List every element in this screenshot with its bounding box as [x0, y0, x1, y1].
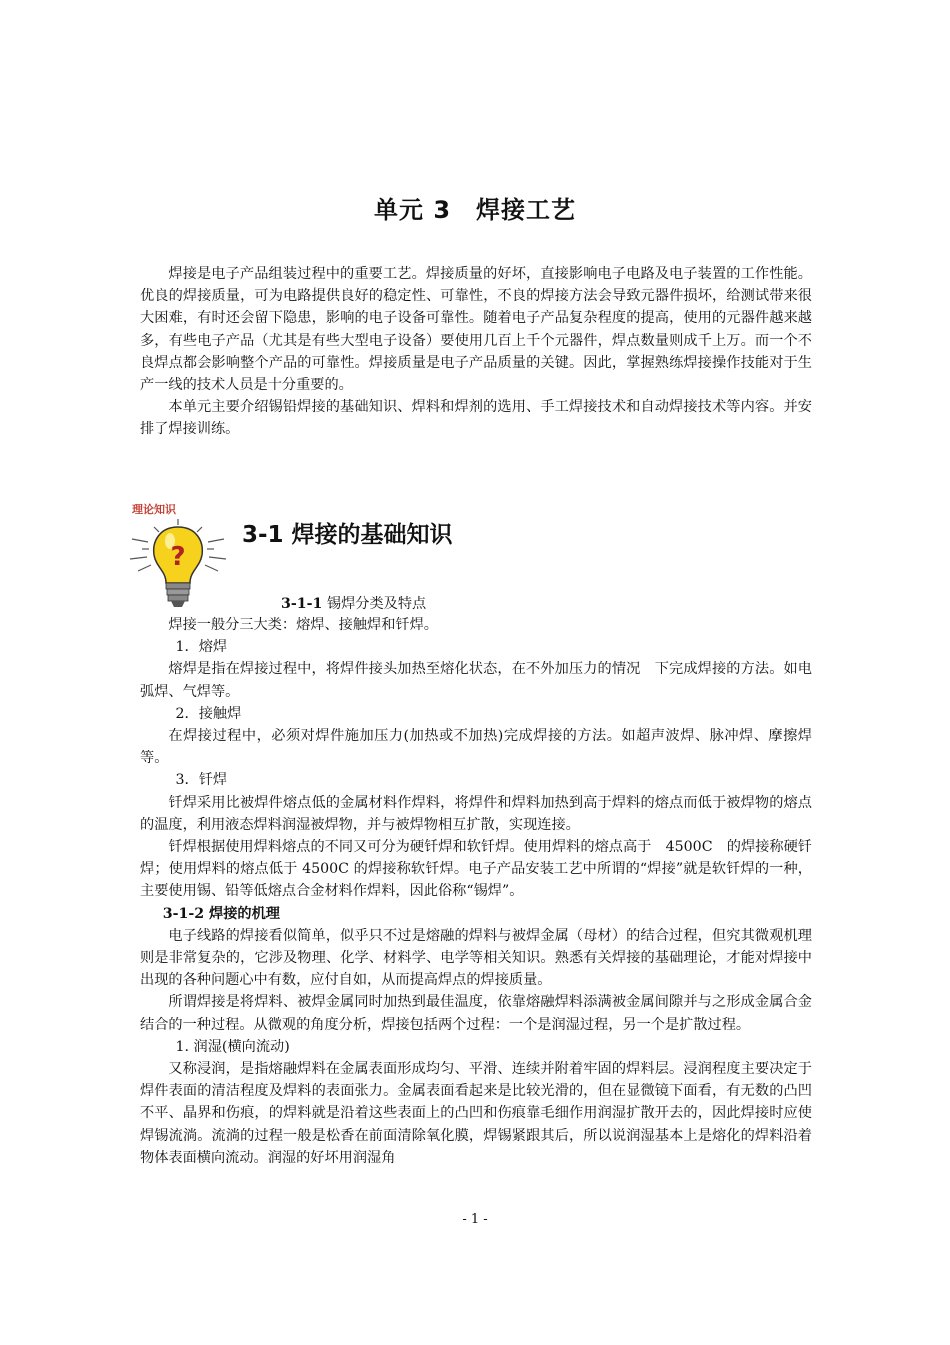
intro-paragraph: 本单元主要介绍锡铅焊接的基础知识、焊料和焊剂的选用、手工焊接技术和自动焊接技术等内容。并安排了焊接训练。 [140, 399, 812, 438]
body-paragraph: 所谓焊接是将焊料、被焊金属同时加热到最佳温度，依靠熔融焊料添满被金属间隙并与之形成金属合金结合的一种过程。从微观的角度分析，焊接包括两个过程：一个是润湿过程，另一个是扩散过程。 [140, 994, 812, 1033]
badge-label: 理论知识 [132, 503, 176, 516]
subsection-title: 锡焊分类及特点 [322, 596, 427, 612]
body-paragraph: 钎焊根据使用焊料熔点的不同又可分为硬钎焊和软钎焊。使用焊料的熔点高于 4500C 的焊接称硬钎焊；使用焊料的熔点低于 4500C 的焊接称软钎焊。电子产品安装工艺中所谓的“焊接”就是软钎焊的一种，主要使用锡、铅等低熔点合金材料作焊料，因此俗称“锡焊”。 [140, 839, 812, 900]
body-paragraph: 熔焊是指在焊接过程中，将焊件接头加热至熔化状态，在不外加压力的情况 下完成焊接的方法。如电弧焊、气焊等。 [140, 661, 812, 700]
subsection-heading-3-1-1 [281, 593, 426, 613]
list-heading: 3．钎焊 [175, 772, 228, 789]
subsection-heading-3-1-2: 3-1-2 焊接的机理 [162, 905, 280, 922]
intro-block [140, 263, 812, 441]
section-heading: 3-1 焊接的基础知识 [242, 522, 453, 548]
list-heading: 1．熔焊 [175, 639, 228, 656]
svg-text:?: ? [170, 542, 186, 572]
list-heading: 1. 润湿(横向流动) [175, 1038, 290, 1055]
intro-paragraph: 焊接是电子产品组装过程中的重要工艺。焊接质量的好坏，直接影响电子电路及电子装置的工作性能。优良的焊接质量，可为电路提供良好的稳定性、可靠性，不良的焊接方法会导致元器件损坏，给测试带来很大困难，有时还会留下隐患，影响的电子设备可靠性。随着电子产品复杂程度的提高，使用的元器件越来越多，有些电子产品（尤其是有些大型电子设备）要使用几百上千个元器件，焊点数量则成千上万。而一个不良焊点都会影响整个产品的可靠性。焊接质量是电子产品质量的关键。因此，掌握熟练焊接操作技能对于生产一线的技术人员是十分重要的。 [140, 266, 812, 394]
body-paragraph: 钎焊采用比被焊件熔点低的金属材料作焊料，将焊件和焊料加热到高于焊料的熔点而低于被焊物的熔点的温度，利用液态焊料润湿被焊物，并与被焊物相互扩散，实现连接。 [140, 794, 812, 833]
body-paragraph: 又称浸润，是指熔融焊料在金属表面形成均匀、平滑、连续并附着牢固的焊料层。浸润程度主要决定于焊件表面的清洁程度及焊料的表面张力。金属表面看起来是比较光滑的，但在显微镜下面看，有无数的凸凹不平、晶界和伤痕，的焊料就是沿着这些表面上的凸凹和伤痕靠毛细作用润湿扩散开去的，因此焊接时应使焊锡流淌。流淌的过程一般是松香在前面清除氧化膜，焊锡紧跟其后，所以说润湿基本上是熔化的焊料沿着物体表面横向流动。润湿的好坏用润湿角 [140, 1061, 812, 1166]
body-paragraph: 电子线路的焊接看似简单，似乎只不过是熔融的焊料与被焊金属（母材）的结合过程，但究其微观机理则是非常复杂的，它涉及物理、化学、材料学、电学等相关知识。熟悉有关焊接的基础理论，才能对焊接中出现的各种问题心中有数，应付自如，从而提高焊点的焊接质量。 [140, 927, 812, 989]
body-paragraph: 在焊接过程中，必须对焊件施加压力(加热或不加热)完成焊接的方法。如超声波焊、脉冲焊、摩擦焊等。 [140, 728, 812, 767]
unit-title: 单元 3 焊接工艺 [373, 196, 577, 224]
subsection-number: 3-1-1 [281, 596, 323, 612]
body-block-1 [140, 614, 812, 1169]
body-paragraph: 焊接一般分三大类：熔焊、接触焊和钎焊。 [168, 617, 438, 633]
list-heading: 2．接触焊 [175, 705, 242, 722]
page-number: - 1 - [462, 1212, 488, 1227]
lightbulb-question-icon [124, 497, 232, 611]
